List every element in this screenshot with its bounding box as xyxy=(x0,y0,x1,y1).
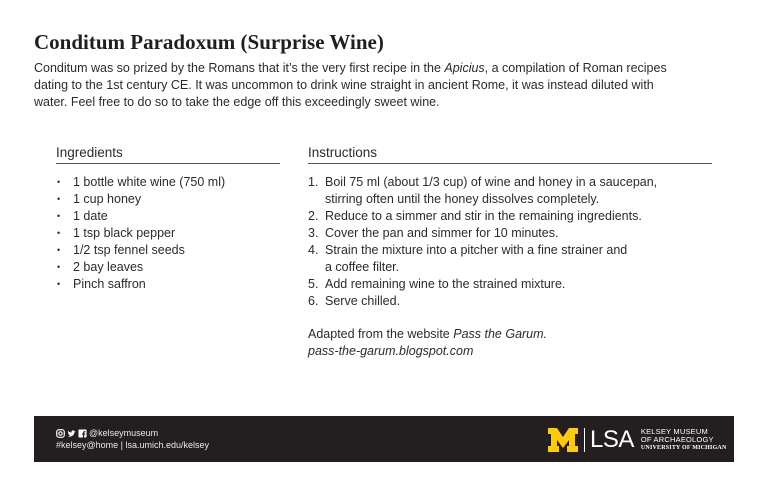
intro-paragraph xyxy=(34,60,674,111)
ingredient-item: • 1 cup honey xyxy=(56,191,225,208)
step-text: Serve chilled. xyxy=(325,294,401,308)
footer-links[interactable]: #kelsey@home | lsa.umich.edu/kelsey xyxy=(56,440,210,450)
step-number: 6. xyxy=(308,294,319,308)
intro-text-after: , a compilation of Roman recipes dating to the 1st century CE. It was uncommon to drink wine straight in ancient Rome, it was instead diluted with water. Feel free to do so to take the edge off this exceedingly sweet wine. xyxy=(34,61,667,109)
step-number: 2. xyxy=(308,209,319,223)
credit-url[interactable]: pass-the-garum.blogspot.com xyxy=(308,344,474,358)
museum-wordmark xyxy=(641,428,727,452)
instruction-step xyxy=(308,208,718,225)
intro-book-title: Apicius xyxy=(444,61,485,75)
instruction-step xyxy=(308,242,718,276)
museum-name-line: KELSEY MUSEUM xyxy=(640,427,708,436)
ingredient-item: • 1/2 tsp fennel seeds xyxy=(56,242,225,259)
ingredient-item: • Pinch saffron xyxy=(56,276,225,293)
instruction-step xyxy=(308,293,718,310)
instagram-icon[interactable] xyxy=(56,429,65,438)
step-text: Add remaining wine to the strained mixture. xyxy=(325,277,566,291)
ingredients-list xyxy=(56,174,225,293)
source-credit xyxy=(308,326,547,360)
umich-lsa-logo xyxy=(548,427,727,453)
credit-source-title: Pass the Garum. xyxy=(453,327,548,341)
social-handle[interactable]: @kelseymuseum xyxy=(89,428,159,438)
step-number: 5. xyxy=(308,277,319,291)
step-text: Reduce to a simmer and stir in the remaining ingredients. xyxy=(325,209,642,223)
twitter-icon[interactable] xyxy=(67,429,76,438)
social-block xyxy=(56,427,209,451)
step-line: Boil 75 ml (about 1/3 cup) of wine and honey in a saucepan, xyxy=(325,175,658,189)
footer-bar xyxy=(34,416,734,462)
ingredient-item: • 1 date xyxy=(56,208,225,225)
step-number: 1. xyxy=(308,175,319,189)
logo-divider xyxy=(584,428,585,452)
facebook-icon[interactable] xyxy=(78,429,87,438)
block-m-icon xyxy=(548,428,578,452)
step-text xyxy=(325,242,627,276)
museum-name-line: OF ARCHAEOLOGY xyxy=(640,435,714,444)
intro-text-before: Conditum was so prized by the Romans that it’s the very first recipe in the xyxy=(34,61,445,75)
step-text xyxy=(325,174,657,208)
instruction-step xyxy=(308,174,718,208)
ingredient-item: • 1 bottle white wine (750 ml) xyxy=(56,174,225,191)
instruction-step xyxy=(308,276,718,293)
step-line: a coffee filter. xyxy=(325,260,400,274)
ingredients-heading: Ingredients xyxy=(56,145,280,164)
step-text: Cover the pan and simmer for 10 minutes. xyxy=(325,226,559,240)
step-number: 3. xyxy=(308,226,319,240)
lsa-wordmark: LSA xyxy=(590,426,634,453)
university-name-line: UNIVERSITY OF MICHIGAN xyxy=(640,445,727,451)
ingredient-item: • 1 tsp black pepper xyxy=(56,225,225,242)
credit-prefix: Adapted from the website xyxy=(308,327,454,341)
ingredient-item: • 2 bay leaves xyxy=(56,259,225,276)
step-line: Strain the mixture into a pitcher with a fine strainer and xyxy=(325,243,628,257)
instructions-list xyxy=(308,174,718,310)
page-title: Conditum Paradoxum (Surprise Wine) xyxy=(34,30,384,54)
instruction-step xyxy=(308,225,718,242)
step-number: 4. xyxy=(308,243,319,257)
step-line: stirring often until the honey dissolves completely. xyxy=(325,192,600,206)
instructions-heading: Instructions xyxy=(308,145,712,164)
